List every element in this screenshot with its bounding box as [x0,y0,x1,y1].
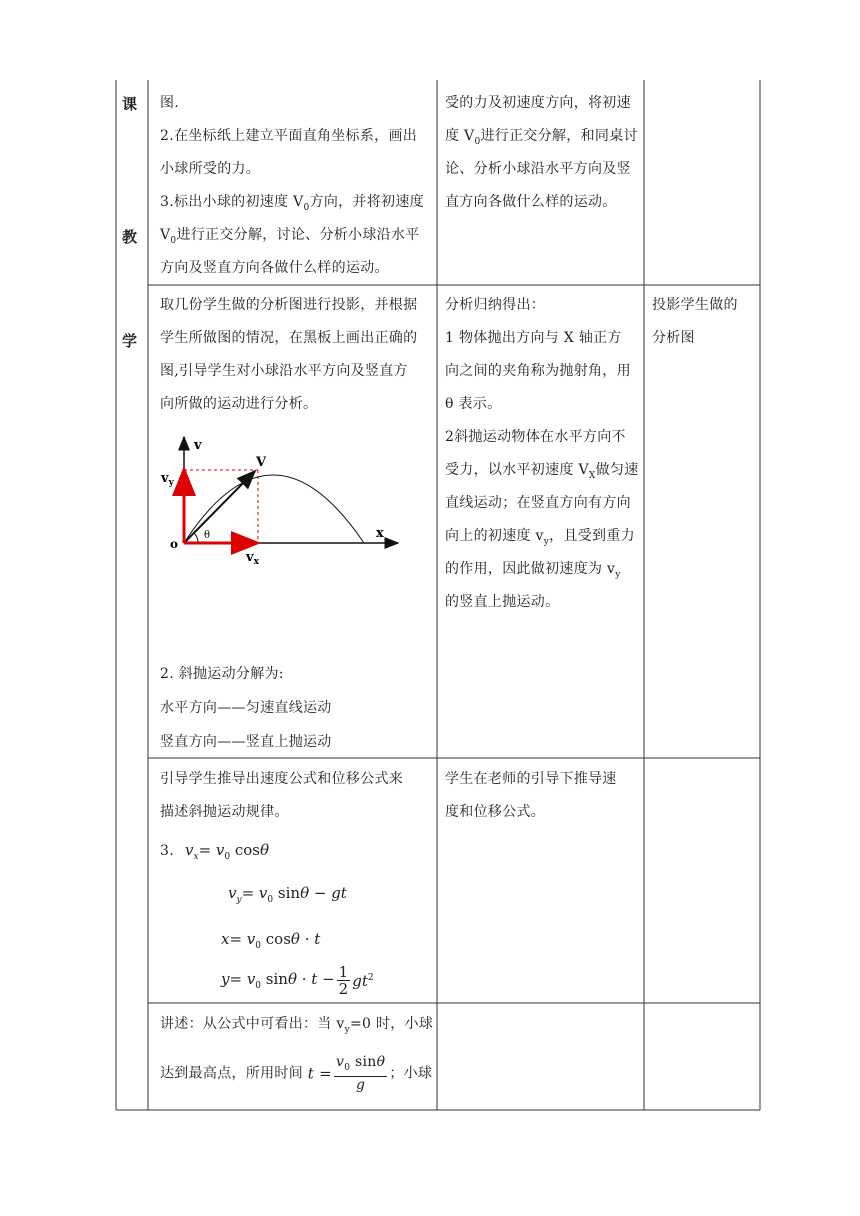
row1-col2-line4-sub: 0 [303,202,310,213]
row4-t: t [307,1064,315,1083]
eq4-rhs-sub: 0 [255,981,262,991]
row2-col3-line2: 1 物体抛出方向与 X 轴正方 [445,330,622,346]
row2-col3-line10: 的竖直上抛运动。 [445,594,560,610]
row2-col2-after1: 2. 斜抛运动分解为: [160,666,284,682]
row4-line2-pre: 达到最高点，所用时间 [160,1065,308,1082]
row1-col2-line3: 小球所受的力。 [160,161,261,177]
row4-frac-den: g [356,1076,366,1093]
row2-col2-after2: 水平方向——匀速直线运动 [160,700,332,716]
row2-col3-line8-sub: y [543,536,550,547]
label-V: V [256,455,267,470]
row1-col2-line2: 2.在坐标纸上建立平面直角坐标系，画出 [160,128,418,144]
row4-line1-b: =0 时，小球 [349,1016,434,1032]
row2-col2-line1: 取几份学生做的分析图进行投影，并根据 [160,297,418,313]
row1-col2-line5 [160,228,420,248]
row4-line1-a: 讲述：从公式中可看出：当 v [160,1016,345,1032]
row1-col3-line2 [445,129,638,149]
label-vy-base: v [161,471,169,486]
label-vx-sub: x [253,557,259,567]
eq2-var: θ − gt [300,884,347,902]
row4-frac-num-func: sin [350,1054,377,1070]
row2-col3-line8 [445,529,635,549]
eq3-var: θ · t [290,930,321,948]
eq4-var: θ · t − [287,970,335,988]
equation-vx [185,841,269,862]
row3-col3-line1: 学生在老师的引导下推导速 [445,771,617,787]
eq1-func: cos [230,841,261,859]
row1-col3-line2-b: 进行正交分解，和同桌讨 [480,128,638,144]
row4-frac-num-sub: 0 [344,1062,351,1073]
trajectory-curve [184,475,364,543]
row2-col3-line6-a: 受力，以水平初速度 V [445,462,589,478]
eq2-lhs: v [228,884,237,902]
row2-col3-line9-sub: y [615,569,621,580]
eq1-rhs-sub: 0 [224,852,231,862]
row2-col2-after3: 竖直方向——竖直上抛运动 [160,734,332,750]
row2-col3-line9 [445,562,621,582]
side-label-ke: 课 [122,95,138,113]
row3-col2-line1: 引导学生推导出速度公式和位移公式来 [160,771,404,787]
label-vy-sub: y [168,478,174,488]
row2-col2-line3: 图,引导学生对小球沿水平方向及竖直方 [160,363,408,379]
label-x-axis: x [376,526,384,541]
row4-line1-sub: y [344,1024,350,1035]
row1-col2-line5-b: 进行正交分解，讨论、分析小球沿水平 [176,227,420,243]
row2-col3-line1: 分析归纳得出： [445,297,546,313]
eq4-tail-sup: 2 [367,972,374,983]
eq3-rhs: = v [229,930,256,948]
row2-col3-line6-sub: X [588,470,596,481]
label-theta: θ [204,530,211,541]
velocity-vector [184,471,255,543]
label-vx-base: v [246,550,254,565]
row2-col3-line9-a: 的作用，因此做初速度为 v [445,561,616,577]
row2-col2-line2: 学生所做图的情况，在黑板上画出正确的 [160,330,418,346]
row2-col4-line1: 投影学生做的 [652,297,738,313]
side-label-jiao: 教 [122,228,138,246]
row1-col3-line4: 直方向各做什么样的运动。 [445,194,617,210]
row1-col2-line6: 方向及竖直方向各做什么样的运动。 [160,260,389,276]
row1-col2-line5-sub: 0 [170,235,177,246]
eq4-frac-den: 2 [338,980,349,998]
eq1-lhs: v [185,841,194,859]
row3-col3-line2: 度和位移公式。 [445,804,546,820]
eq2-lhs-sub: y [236,895,242,905]
label-vy [160,471,175,488]
row1-col2-line1: 图. [160,95,180,111]
eq2-rhs: = v [241,884,268,902]
label-vx [245,550,260,567]
row1-col3-line3: 论、分析小球沿水平方向及竖 [445,161,631,177]
label-origin: o [170,537,179,551]
row4-line2-tail: ；小球 [389,1065,433,1082]
eq2-rhs-sub: 0 [267,895,274,905]
row3-col2-line2: 描述斜抛运动规律。 [160,804,289,820]
eq2-func: sin [273,884,301,902]
row4-frac-num-var: θ [376,1054,386,1070]
equation-number: 3. [160,843,174,859]
row4-line2 [160,1054,432,1094]
eq3-lhs: x [221,930,230,948]
row1-col3-line2-sub: 0 [474,136,481,147]
eq4-func: sin [261,970,288,988]
eq1-lhs-sub: x [193,852,199,862]
eq4-frac-num: 1 [338,963,349,981]
row1-col2-line5-a: V [160,227,171,243]
label-v-axis: v [194,438,202,453]
equation-x [221,930,320,951]
row4-frac-num [334,1054,387,1077]
row2-col3-line6 [445,463,639,483]
row2-col3-line8-b: ，且受到重力 [549,528,635,544]
row1-col2-line4-a: 3.标出小球的初速度 V [160,194,304,210]
row2-col3-line8-a: 向上的初速度 v [445,528,544,544]
projectile-diagram [150,425,435,575]
row2-col2-line4: 向所做的运动进行分析。 [160,396,318,412]
row2-col3-line5: 2斜抛运动物体在水平方向不 [445,429,626,445]
eq4-rhs: = v [229,970,256,988]
row4-eq: = [314,1064,333,1083]
row2-col3-line7: 直线运动；在竖直方向有方向 [445,495,631,511]
row1-col2-line4 [160,195,424,215]
eq4-lhs: y [221,970,230,988]
eq4-tail: gt [352,971,368,990]
row4-frac-num-v: v [336,1054,345,1070]
row2-col3-line6-b: 做匀速 [595,462,639,478]
row2-col3-line3: 向之间的夹角称为抛射角，用 [445,363,631,379]
row1-col3-line1: 受的力及初速度方向，将初速 [445,95,631,111]
eq1-rhs: = v [198,841,225,859]
row4-line1 [160,1017,433,1037]
row1-col3-line2-a: 度 V [445,128,475,144]
row2-col4-line2: 分析图 [652,330,695,346]
side-label-xue: 学 [122,332,138,350]
row1-col2-line4-b: 方向，并将初速度 [309,194,424,210]
row2-col3-line4: θ 表示。 [445,396,502,412]
equation-vy [228,884,347,905]
equation-y [221,964,374,997]
eq1-var: θ [260,841,270,859]
eq3-func: cos [261,930,291,948]
eq3-rhs-sub: 0 [255,941,262,951]
